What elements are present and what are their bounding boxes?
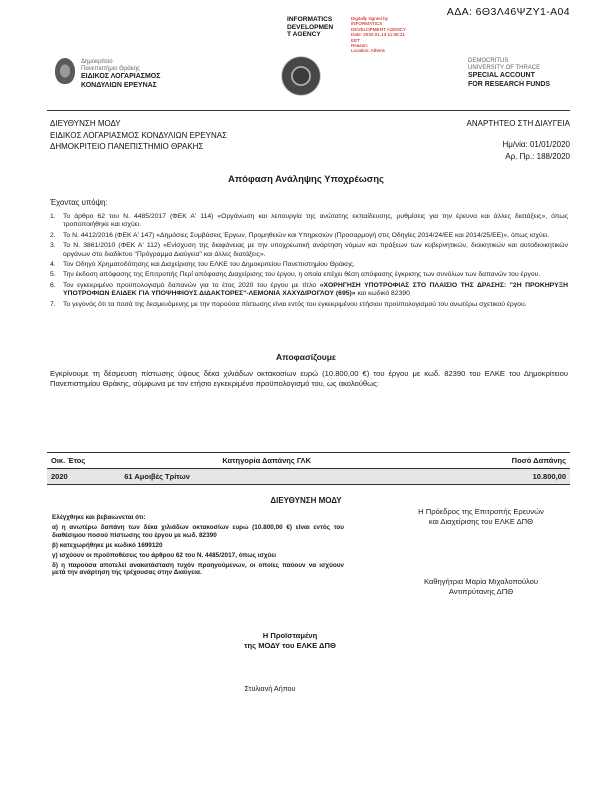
table-header-row xyxy=(47,453,570,469)
signature-line: Date: 2020.01.13 11:06:21 xyxy=(351,32,406,38)
verification-intro: Ελέγχθηκε και βεβαιώνεται ότι: xyxy=(52,514,146,521)
signature-line: INFORMATICS xyxy=(351,21,383,27)
item-text: Το Ν. 4412/2016 (ΦΕΚ Α' 147) «Δημόσιες Συμβάσεις Έργων, Προμηθειών και Υπηρεσιών (Προσαρμογή στις Οδηγίες 2014/24/ΕΕ και 2014/25/ΕΕ)», όπως ισχύει. xyxy=(63,231,550,239)
item-text: Το άρθρο 62 του Ν. 4485/2017 (ΦΕΚ Α' 114) «Οργάνωση και λειτουργία της ανώτατης εκπαίδευσης, ρυθμίσεις για την έρευνα και άλλες διατάξεις», όπως τροποποιήθηκε και ισχύει. xyxy=(63,213,568,229)
signature-details xyxy=(351,16,413,54)
header-divider xyxy=(47,110,570,111)
elke-name-english: SPECIAL ACCOUNT xyxy=(468,72,535,79)
issuer-line: ΔΙΕΥΘΥΝΣΗ ΜΟΔΥ xyxy=(50,119,121,128)
item-text: Το Ν. 3861/2010 (ΦΕΚ Α' 112) «Ενίσχυση της διαφάνειας με την υποχρεωτική ανάρτηση νόμων και πράξεων των κυβερνητικών, διοικητικών και αυτοδιοικητικών οργάνων στο διαδίκτυο "Πρόγραμμα Διαύγεια" και άλλες διατάξεις». xyxy=(63,242,568,258)
item-number: 7. xyxy=(50,300,56,308)
elke-name-greek: ΕΙΔΙΚΟΣ ΛΟΓΑΡΙΑΣΜΟΣ xyxy=(81,73,161,80)
project-title: «ΧΟΡΗΓΗΣΗ ΥΠΟΤΡΟΦΙΑΣ ΣΤΟ ΠΛΑΙΣΙΟ ΤΗΣ ΔΡΑΣΗΣ: "2Η ΠΡΟΚΗΡΥΞΗ ΥΠΟΤΡΟΦΙΩΝ ΕΛΙΔΕΚ ΓΙΑ ΥΠΟΨΗΦΙΟΥΣ ΔΙΔΑΚΤΟΡΕΣ"-ΛΕΜΟΝΙΑ ΧΑΧΥΔΙΡΟΓΛΟΥ (695)» xyxy=(63,281,569,298)
signatory-role: και Διαχείρισης του ΕΛΚΕ ΔΠΘ xyxy=(428,517,534,526)
document-title: Απόφαση Ανάληψης Υποχρέωσης xyxy=(228,174,384,185)
protocol-number: Αρ. Πρ.: 188/2020 xyxy=(505,152,570,161)
decision-text: Εγκρίνουμε τη δέσμευση πίστωσης ύψους δέκα χιλιάδων οκτακοσίων ευρώ (10.800,00 €) του έργου με κωδ. 82390 του ΕΛΚΕ του Δημοκρίτειου Πανεπιστημίου Θράκης, σύμφωνα με τον ετήσιο εγκεκριμένο προϋπολογισμό του, ως ακολούθως: xyxy=(50,369,568,388)
document-date: Ημ/νία: 01/01/2020 xyxy=(502,140,570,149)
cell-amount: 10.800,00 xyxy=(413,469,570,485)
signatory-role: Η Προϊσταμένη xyxy=(262,631,318,640)
signatory-title: Αντιπρύτανης ΔΠΘ xyxy=(448,587,514,596)
agency-line: DEVELOPMEN xyxy=(287,23,334,31)
agency-line: INFORMATICS xyxy=(287,16,333,23)
verification-item: β) κατεχωρήθηκε με κωδικό 1699120 xyxy=(52,541,163,549)
verification-item: α) η ανωτέρω δαπάνη των δέκα χιλιάδων οκτακοσίων ευρώ (10.800,00 €) είναι εντός του διαθέσιμου ποσού πίστωσης του έργου με κωδ. 82390 xyxy=(52,523,344,539)
issuer-line: ΔΗΜΟΚΡΙΤΕΙΟ ΠΑΝΕΠΙΣΤΗΜΙΟ ΘΡΑΚΗΣ xyxy=(50,142,204,151)
university-logo-left xyxy=(55,58,160,90)
signature-line: Location: Athens xyxy=(351,48,385,54)
issuer-line: ΕΙΔΙΚΟΣ ΛΟΓΑΡΙΑΣΜΟΣ ΚΟΝΔΥΛΙΩΝ ΕΡΕΥΝΑΣ xyxy=(50,130,227,140)
university-name-english: UNIVERSITY OF THRACE xyxy=(468,65,541,71)
item-text: Την έκδοση απόφασης της Επιτροπής Περί απόφασης Διαχείρισης του έργου, η οποία επέχει θέση απόφασης έγκρισης των συνόλων των δαπανών του έργου. xyxy=(63,271,541,279)
university-name-english: DEMOCRITUS xyxy=(468,58,509,64)
verification-item: δ) η παρούσα αποτελεί ανακατάσταση τυχόν προηγούμενων, οι οποίες παύουν να ισχύουν μετά την ανάρτηση της τρέχουσας στην Διαύγεια. xyxy=(52,561,344,577)
elke-name-greek: ΚΟΝΔΥΛΙΩΝ ΕΡΕΥΝΑΣ xyxy=(81,81,157,89)
item-number: 4. xyxy=(50,261,56,269)
item-number: 2. xyxy=(50,231,56,239)
considerations-list xyxy=(50,213,568,311)
diavgeia-note: ΑΝΑΡΤΗΤΕΟ ΣΤΗ ΔΙΑΥΓΕΙΑ xyxy=(466,119,570,128)
consideration-item xyxy=(50,213,568,230)
university-name-small: Πανεπιστήμιο Θράκης xyxy=(81,66,140,72)
item-number: 6. xyxy=(50,281,56,289)
signing-agency-name xyxy=(287,16,347,54)
signature-line: Reason: xyxy=(351,43,369,49)
consideration-item xyxy=(50,261,568,269)
consideration-item xyxy=(50,301,568,309)
item-text: Το γεγονός ότι τα ποσά της δεσμευόμενης με την παρούσα πίστωσης είναι εντός του εγκεκριμένου ετήσιου προϋπολογισμού του ανωτέρω σχετικού έργου. xyxy=(63,300,527,308)
consideration-item xyxy=(50,282,568,299)
signatory-name-bottom: Στυλιανή Αήπου xyxy=(244,684,296,693)
university-emblem-icon xyxy=(55,58,75,84)
agency-line: T AGENCY xyxy=(287,31,321,39)
university-seal-icon xyxy=(281,56,321,96)
item-number: 3. xyxy=(50,242,56,250)
item-text: Τον Οδηγό Χρηματοδότησης και Διαχείρισης του ΕΛΚΕ του Δημοκριτείου Πανεπιστημίου Θράκης. xyxy=(63,261,356,269)
verification-item: γ) ισχύουν οι προϋποθέσεις του άρθρου 62 του Ν. 4485/2017, όπως ισχύει xyxy=(52,551,277,559)
digital-signature-stamp xyxy=(287,16,413,54)
signatory-role: Η Πρόεδρος της Επιτροπής Ερευνών xyxy=(418,507,544,516)
table-row xyxy=(47,469,570,485)
cell-category: 61 Αμοιβές Τρίτων xyxy=(120,469,413,485)
signature-block-president xyxy=(385,507,577,597)
item-text xyxy=(63,282,568,299)
document-meta-block xyxy=(467,119,570,161)
expense-table xyxy=(47,452,570,485)
item-number: 1. xyxy=(50,213,56,220)
consideration-item xyxy=(50,271,568,279)
decision-heading: Αποφασίζουμε xyxy=(276,352,336,362)
signature-line: DEVELOPMENT AGENCY xyxy=(351,26,407,32)
verification-block xyxy=(52,514,344,577)
expense-table-wrap xyxy=(47,452,570,485)
signature-line: EET xyxy=(351,37,360,43)
considerations-intro: Έχοντας υπόψη: xyxy=(50,198,108,207)
table-header-category: Κατηγορία Δαπάνης ΓΛΚ xyxy=(120,453,413,469)
issuer-block xyxy=(50,118,227,153)
item-text-prefix: Τον εγκεκριμένο προϋπολογισμό δαπανών για το έτος 2020 του έργου με τίτλο xyxy=(63,281,320,289)
consideration-item xyxy=(50,232,568,240)
item-text-suffix: και κωδικό 82390 xyxy=(355,290,410,298)
signature-line: Digitally signed by xyxy=(351,16,389,21)
table-header-year: Οικ. Έτος xyxy=(47,453,120,469)
signatory-name: Καθηγήτρια Μαρία Μιχαλοπούλου xyxy=(423,577,539,586)
ada-number: ΑΔΑ: 6Θ3Λ46ΨΖΥ1-Α04 xyxy=(446,6,570,18)
table-header-amount: Ποσό Δαπάνης xyxy=(413,453,570,469)
consideration-item xyxy=(50,242,568,259)
elke-name-english: FOR RESEARCH FUNDS xyxy=(468,80,551,88)
item-number: 5. xyxy=(50,271,56,279)
signatory-role: της ΜΟΔΥ του ΕΛΚΕ ΔΠΘ xyxy=(244,641,336,650)
university-name-small: Δημοκρίτειο xyxy=(81,59,113,65)
section-title-mody: ΔΙΕΥΘΥΝΣΗ ΜΟΔΥ xyxy=(270,496,342,505)
signature-block-head xyxy=(160,631,420,651)
university-logo-right xyxy=(468,58,578,89)
cell-year: 2020 xyxy=(47,469,120,485)
